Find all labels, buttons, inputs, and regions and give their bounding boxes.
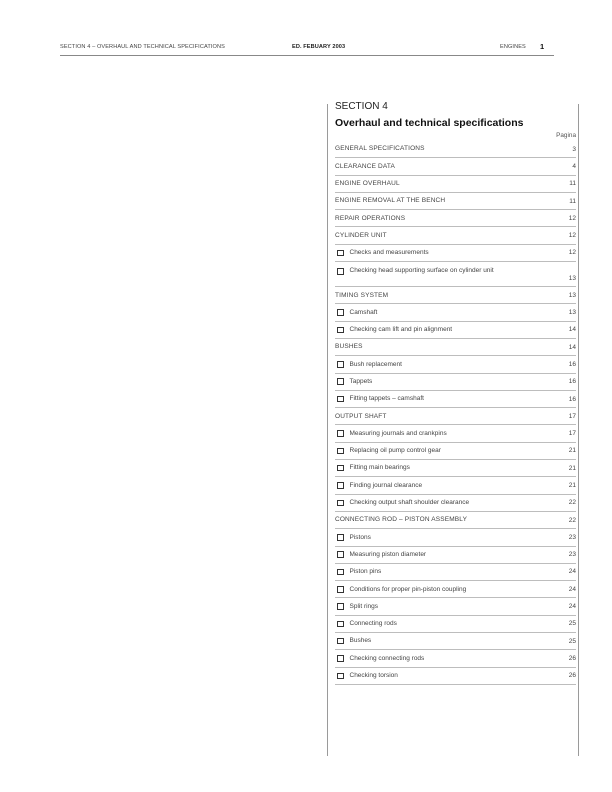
toc-entry-title: GENERAL SPECIFICATIONS [335, 145, 425, 153]
toc-entry-title: Finding journal clearance [349, 481, 423, 489]
toc-entry-title: Bush replacement [349, 360, 402, 368]
toc-entry-page: 14 [568, 343, 576, 351]
toc-entry-title: Tappets [349, 378, 373, 385]
toc-row[interactable] [335, 193, 576, 210]
toc-entry-page: 17 [568, 430, 576, 438]
toc-entry-page: 13 [568, 309, 576, 317]
toc-row[interactable] [335, 547, 576, 564]
page-column-header: Pagina [556, 132, 576, 139]
toc-row[interactable] [335, 529, 576, 546]
toc-row[interactable] [335, 374, 576, 391]
toc-entry-page: 21 [568, 447, 576, 455]
toc-entry-title: Measuring journals and crankpins [349, 429, 447, 437]
toc-frame-right [578, 104, 579, 756]
toc-row[interactable] [335, 356, 576, 373]
toc-row[interactable] [335, 322, 576, 339]
toc-entry-title: Checking head supporting surface on cylinder unit [349, 267, 494, 275]
toc-entry-title: CLEARANCE DATA [335, 162, 396, 170]
toc-entry-title: ENGINE REMOVAL AT THE BENCH [335, 197, 446, 205]
toc-entry-title: Checking output shaft shoulder clearance [349, 499, 470, 507]
header-page-number: 1 [540, 42, 545, 51]
toc-entry-page: 23 [568, 533, 576, 541]
section-label: SECTION 4 [335, 101, 388, 112]
toc-entry-title: Measuring piston diameter [349, 550, 427, 558]
toc-row[interactable] [335, 391, 576, 408]
toc-row[interactable] [335, 158, 576, 175]
toc-entry-page: 12 [568, 214, 576, 222]
toc-entry-title: Checking cam lift and pin alignment [349, 326, 453, 334]
toc-row[interactable] [335, 210, 576, 227]
toc-entry-page: 24 [568, 603, 576, 611]
toc-row[interactable] [335, 477, 576, 494]
toc-entry-title: Fitting tappets – camshaft [349, 395, 424, 403]
toc-entry-title: Camshaft [349, 308, 378, 316]
toc-entry-page: 24 [568, 585, 576, 593]
toc-entry-page: 14 [568, 326, 576, 334]
toc-row[interactable] [335, 564, 576, 581]
toc-entry-page: 17 [568, 412, 576, 420]
toc-entry-title: Replacing oil pump control gear [349, 447, 441, 455]
toc-entry-title: BUSHES [335, 343, 363, 351]
toc-row[interactable] [335, 304, 576, 321]
header-rule [60, 55, 554, 56]
toc-entry-page: 25 [568, 637, 576, 645]
toc-row[interactable] [335, 581, 576, 598]
toc-entry-title: Checking connecting rods [349, 654, 425, 662]
toc-row[interactable] [335, 616, 576, 633]
toc-entry-page: 16 [568, 360, 576, 368]
toc-row[interactable] [335, 598, 576, 615]
toc-row[interactable] [335, 339, 576, 356]
toc-row[interactable] [335, 425, 576, 442]
toc-entry-title: CONNECTING ROD – PISTON ASSEMBLY [335, 516, 468, 524]
toc-entry-title: Checking torsion [349, 672, 398, 680]
toc-entry-page: 13 [568, 291, 576, 299]
toc-entry-title: Fitting main bearings [349, 464, 410, 472]
toc-entry-page: 21 [568, 464, 576, 472]
toc-row[interactable] [335, 443, 576, 460]
toc-entry-title: Pistons [349, 533, 371, 541]
toc-frame-left [327, 104, 328, 756]
toc-row[interactable] [335, 668, 576, 685]
toc-entry-title: Conditions for proper pin-piston coupling [349, 585, 467, 593]
table-of-contents [335, 100, 576, 685]
toc-entry-title: OUTPUT SHAFT [335, 412, 387, 420]
toc-row[interactable] [335, 460, 576, 477]
toc-entry-title: Checks and measurements [349, 249, 429, 257]
section-title: Overhaul and technical specifications [335, 117, 524, 129]
toc-row[interactable] [335, 227, 576, 244]
toc-entry-page: 21 [568, 481, 576, 489]
toc-entry-title: REPAIR OPERATIONS [335, 214, 406, 222]
toc-entry-page: 3 [572, 145, 576, 153]
toc-entry-title: TIMING SYSTEM [335, 291, 389, 299]
toc-entry-page: 16 [568, 395, 576, 403]
toc-row[interactable] [335, 245, 576, 262]
toc-entry-page: 24 [568, 568, 576, 576]
toc-entry-page: 11 [569, 180, 576, 188]
toc-row[interactable] [335, 650, 576, 667]
toc-entry-page: 11 [569, 197, 576, 205]
header-section: SECTION 4 – OVERHAUL AND TECHNICAL SPECIFICATIONS [60, 44, 225, 50]
toc-entry-title: Bushes [349, 637, 372, 645]
toc-entry-page: 25 [568, 620, 576, 628]
toc-entry-page: 22 [568, 516, 576, 524]
toc-row[interactable] [335, 262, 576, 287]
toc-row[interactable] [335, 141, 576, 158]
toc-row[interactable] [335, 495, 576, 512]
toc-entry-title: Split rings [349, 602, 379, 610]
page-header [60, 40, 554, 54]
toc-entry-page: 12 [568, 249, 576, 257]
toc-row[interactable] [335, 512, 576, 529]
toc-entry-page: 12 [568, 232, 576, 240]
toc-entry-page: 4 [572, 162, 576, 170]
toc-entry-title: Piston pins [349, 568, 382, 576]
toc-row[interactable] [335, 408, 576, 425]
toc-entry-page: 26 [568, 654, 576, 662]
toc-row[interactable] [335, 287, 576, 304]
toc-row[interactable] [335, 176, 576, 193]
toc-entry-page: 26 [568, 672, 576, 680]
toc-entry-page: 13 [568, 275, 576, 283]
toc-entry-page: 22 [568, 499, 576, 507]
header-category: ENGINES [500, 44, 526, 50]
toc-entry-page: 16 [568, 378, 576, 386]
toc-entry-title: ENGINE OVERHAUL [335, 180, 400, 188]
toc-entry-page: 23 [568, 551, 576, 559]
header-edition: ED. FEBUARY 2003 [292, 44, 346, 50]
toc-entry-title: CYLINDER UNIT [335, 231, 387, 239]
toc-entry-title: Connecting rods [349, 620, 397, 628]
toc-row[interactable] [335, 633, 576, 650]
